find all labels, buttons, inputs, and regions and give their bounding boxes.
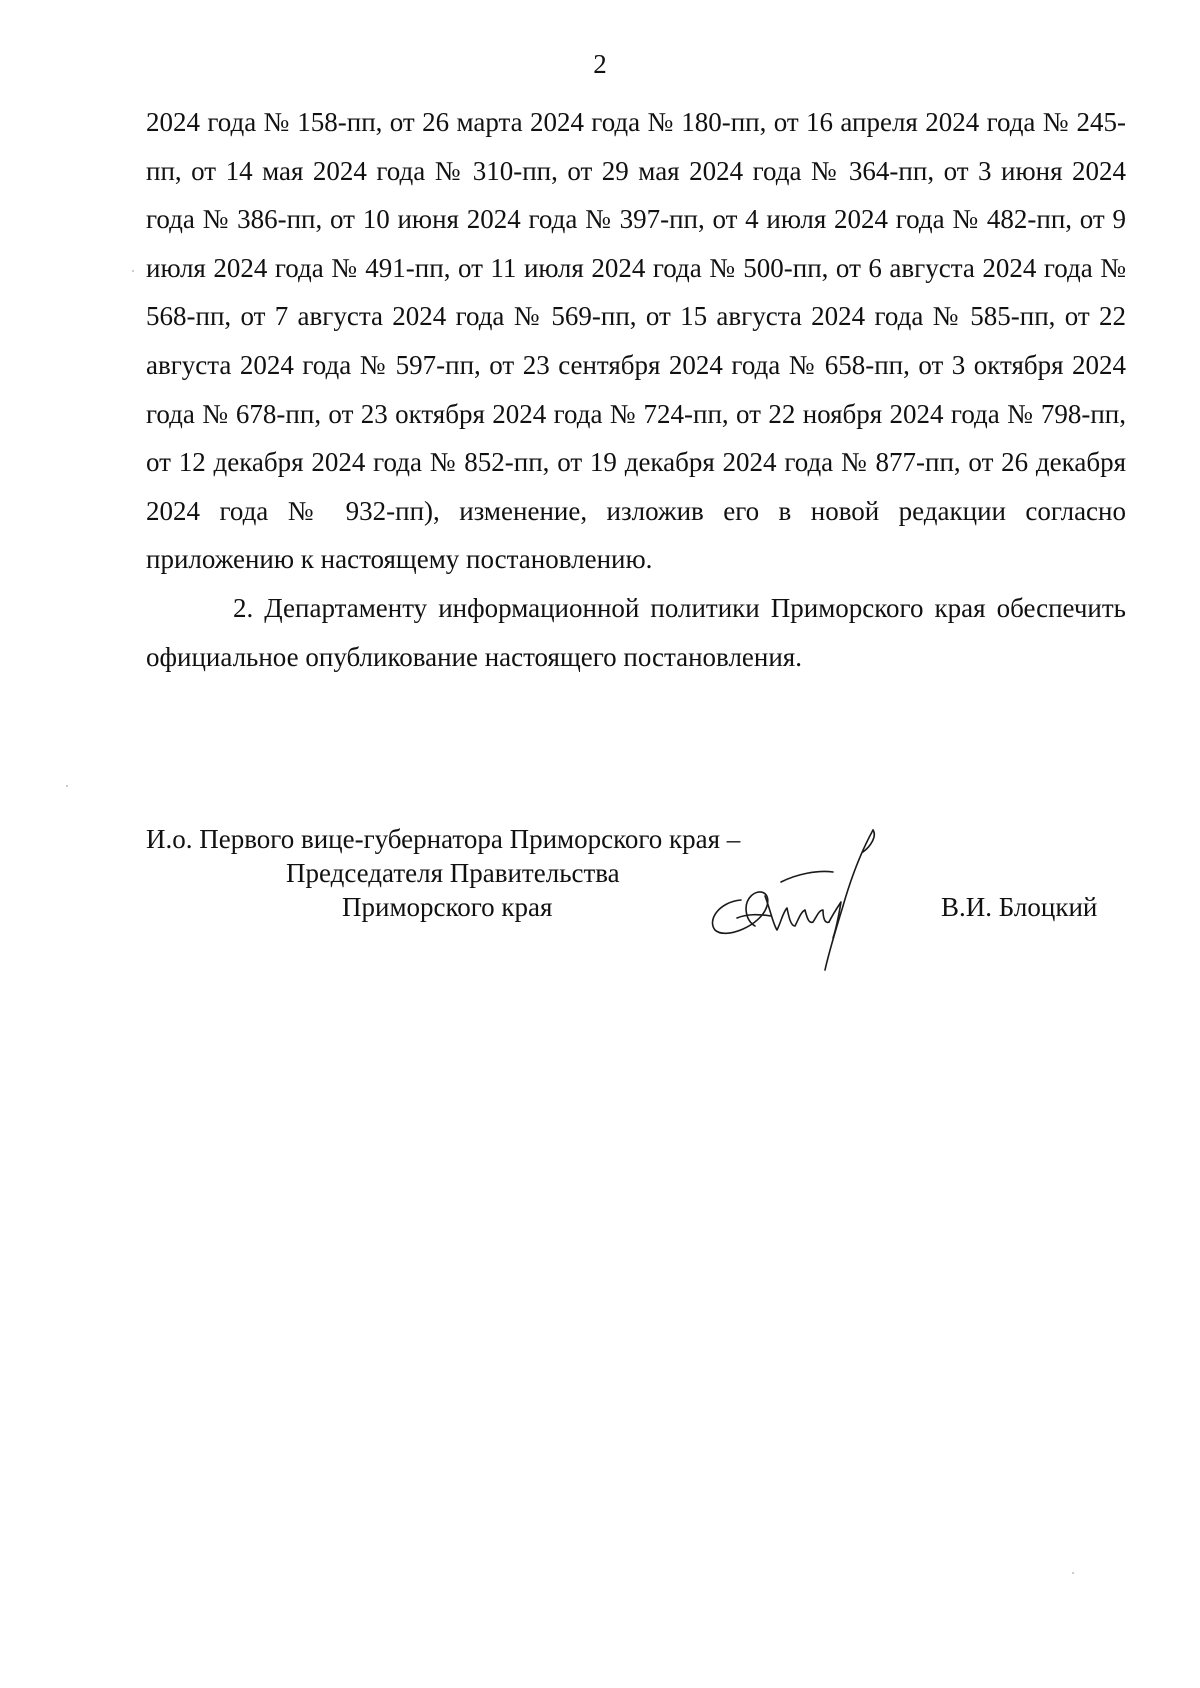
paragraph-item-2: 2. Департаменту информационной политики Приморского края обеспечить официальное опубликование настоящего постановления.: [146, 592, 1126, 672]
scan-artifact: [132, 270, 134, 272]
document-body: [146, 98, 1126, 681]
scan-artifact: [1072, 1572, 1074, 1574]
signer-position-line-3: Приморского края: [342, 892, 553, 922]
signer-position-line-1: И.о. Первого вице-губернатора Приморского края –: [146, 824, 741, 854]
page-number: 2: [593, 49, 607, 79]
signer-name: В.И. Блоцкий: [941, 892, 1098, 922]
paragraph-continuation: 2024 года № 158-пп, от 26 марта 2024 года № 180-пп, от 16 апреля 2024 года № 245-пп, от 14 мая 2024 года № 310-пп, от 29 мая 2024 года № 364-пп, от 3 июня 2024 года № 386-пп, от 10 июня 2024 года № 397-пп, от 4 июля 2024 года № 482-пп, от 9 июля 2024 года № 491-пп, от 11 июля 2024 года № 500-пп, от 6 августа 2024 года № 568-пп, от 7 августа 2024 года № 569-пп, от 15 августа 2024 года № 585-пп, от 22 августа 2024 года № 597-пп, от 23 сентября 2024 года № 658-пп, от 3 октября 2024 года № 678-пп, от 23 октября 2024 года № 724-пп, от 22 ноября 2024 года № 798-пп, от 12 декабря 2024 года № 852-пп, от 19 декабря 2024 года № 877-пп, от 26 декабря 2024 года № 932-пп), изменение, изложив его в новой редакции согласно приложению к настоящему постановлению.: [146, 107, 1126, 575]
scan-artifact: [66, 785, 68, 787]
signature-block: [146, 822, 1126, 982]
handwritten-signature: [701, 822, 901, 972]
signer-position-line-2: Председателя Правительства: [286, 858, 620, 888]
